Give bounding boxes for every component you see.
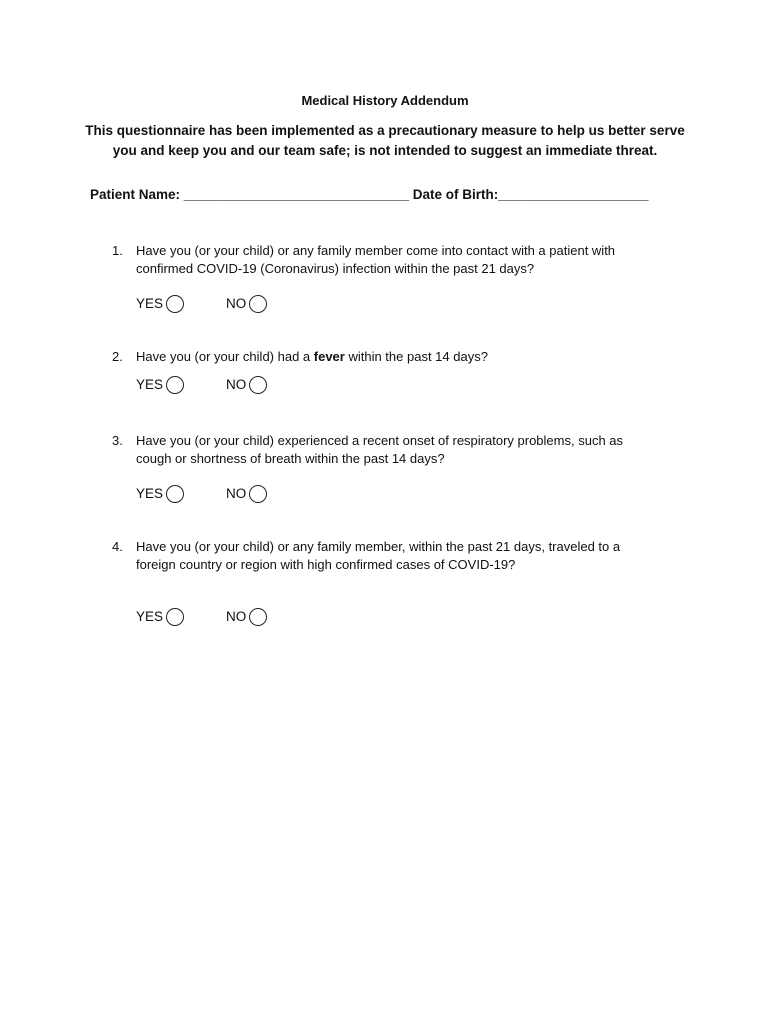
- yes-label: YES: [136, 377, 164, 392]
- no-radio[interactable]: [249, 485, 267, 503]
- no-option: [226, 482, 267, 506]
- no-label: NO: [226, 296, 247, 311]
- question-text: [136, 432, 666, 468]
- yes-radio[interactable]: [166, 295, 184, 313]
- question-text-pre: Have you (or your child) had a: [136, 349, 314, 364]
- question-number: 2.: [112, 349, 123, 364]
- no-label: NO: [226, 377, 247, 392]
- page-title: Medical History Addendum: [301, 93, 469, 108]
- intro-line-2: you and keep you and our team safe; is not intended to suggest an immediate threat.: [112, 143, 658, 158]
- answers-question-1: [136, 292, 436, 316]
- yes-radio[interactable]: [166, 376, 184, 394]
- yes-radio[interactable]: [166, 485, 184, 503]
- question-text: [136, 538, 666, 574]
- no-option: [226, 605, 267, 629]
- question-text-line-2: confirmed COVID-19 (Coronavirus) infection within the past 21 days?: [136, 261, 535, 276]
- yes-label: YES: [136, 609, 164, 624]
- patient-info-line: [90, 187, 710, 202]
- question-number: 4.: [112, 539, 123, 554]
- yes-option: [136, 373, 184, 397]
- yes-label: YES: [136, 296, 164, 311]
- date-of-birth-field[interactable]: Date of Birth:____________________: [412, 187, 649, 202]
- no-radio[interactable]: [249, 295, 267, 313]
- no-radio[interactable]: [249, 376, 267, 394]
- no-label: NO: [226, 609, 247, 624]
- question-text-line-1: Have you (or your child) or any family member come into contact with a patient with: [136, 243, 616, 258]
- patient-name-field[interactable]: Patient Name: ______________________________: [90, 187, 410, 202]
- question-number: 3.: [112, 433, 123, 448]
- no-option: [226, 373, 267, 397]
- intro-line-1: This questionnaire has been implemented as a precautionary measure to help us better serve: [85, 123, 685, 138]
- question-text-line-2: cough or shortness of breath within the past 14 days?: [136, 451, 445, 466]
- answers-question-2: [136, 373, 436, 397]
- yes-radio[interactable]: [166, 608, 184, 626]
- no-radio[interactable]: [249, 608, 267, 626]
- answers-question-4: [136, 605, 436, 629]
- yes-option: [136, 482, 184, 506]
- yes-option: [136, 605, 184, 629]
- question-text-line-1: Have you (or your child) or any family member, within the past 21 days, traveled to a: [136, 539, 621, 554]
- intro-text: [60, 121, 710, 161]
- question-text: [136, 242, 666, 278]
- question-text-line-2: foreign country or region with high confirmed cases of COVID-19?: [136, 557, 516, 572]
- question-number: 1.: [112, 243, 123, 258]
- yes-label: YES: [136, 486, 164, 501]
- yes-option: [136, 292, 184, 316]
- no-label: NO: [226, 486, 247, 501]
- question-text-post: within the past 14 days?: [344, 349, 488, 364]
- answers-question-3: [136, 482, 436, 506]
- no-option: [226, 292, 267, 316]
- question-text: [136, 348, 666, 366]
- question-text-line-1: Have you (or your child) experienced a recent onset of respiratory problems, such as: [136, 433, 624, 448]
- question-text-emphasis: fever: [313, 349, 345, 364]
